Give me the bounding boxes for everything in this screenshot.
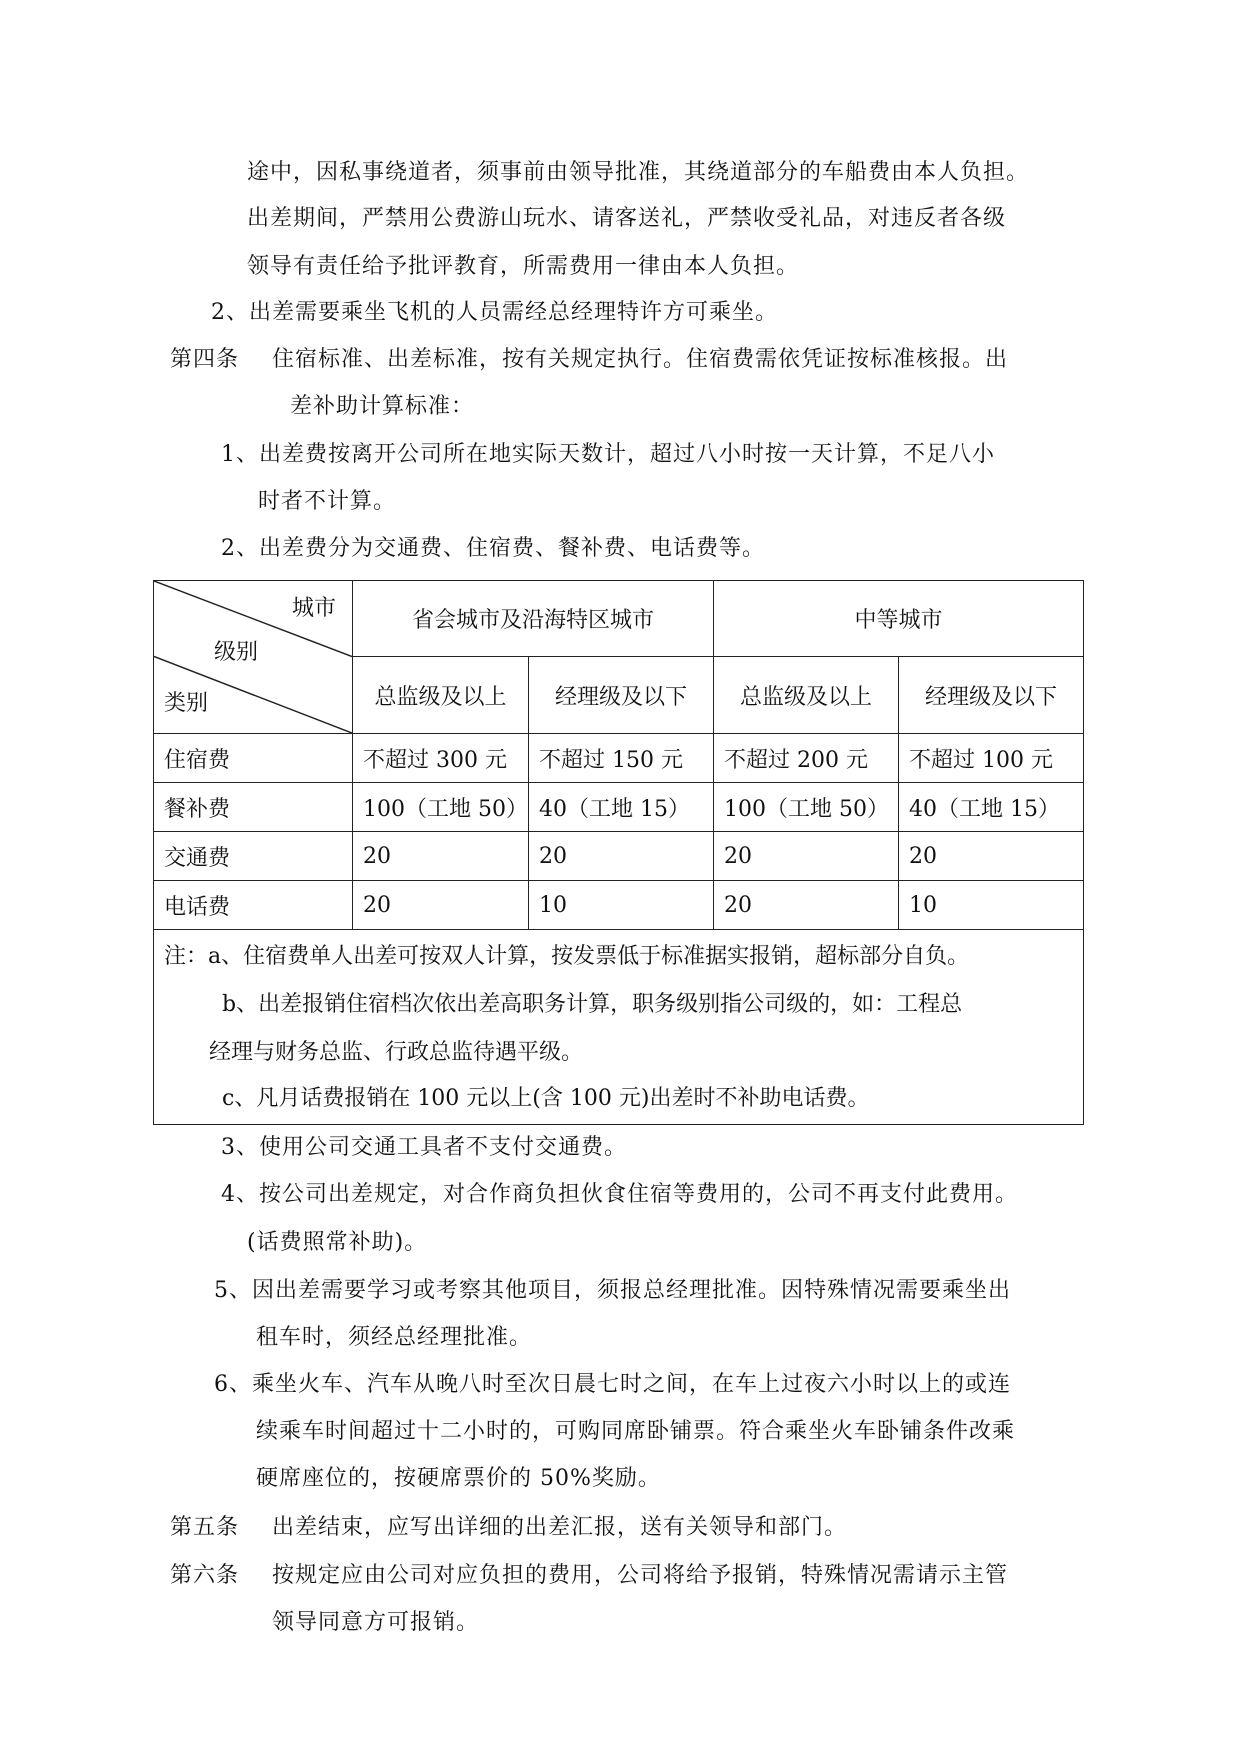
text-line: 2、出差费分为交通费、住宿费、餐补费、电话费等。	[221, 536, 765, 561]
level-header: 经理级及以下	[529, 657, 714, 734]
text-line: 出差期间，严禁用公费游山玩水、请客送礼，严禁收受礼品，对违反者各级	[247, 206, 1007, 231]
row-label: 住宿费	[154, 734, 353, 783]
level-header: 经理级及以下	[899, 657, 1084, 734]
city-group-header: 省会城市及沿海特区城市	[353, 581, 714, 657]
table-cell: 20	[529, 832, 714, 881]
text-line: 差补助计算标准：	[290, 394, 475, 419]
table-cell: 不超过 100 元	[899, 734, 1084, 783]
level-header: 总监级及以上	[353, 657, 529, 734]
article-6-label: 第六条	[170, 1563, 240, 1588]
text-line: 按规定应由公司对应负担的费用，公司将给予报销，特殊情况需请示主管	[272, 1563, 1009, 1588]
article-5-label: 第五条	[170, 1515, 240, 1540]
table-cell: 40（工地 15）	[899, 783, 1084, 832]
table-cell: 10	[899, 881, 1084, 930]
row-label: 电话费	[154, 881, 353, 930]
corner-type-label: 类别	[164, 691, 209, 716]
level-header: 总监级及以上	[714, 657, 899, 734]
note-b: b、出差报销住宿档次依出差高职务计算，职务级别指公司级的，如：工程总	[222, 992, 963, 1017]
table-notes	[154, 930, 1084, 1125]
table-corner-header	[154, 581, 353, 734]
table-cell: 不超过 200 元	[714, 734, 899, 783]
table-cell: 20	[899, 832, 1084, 881]
table-cell: 40（工地 15）	[529, 783, 714, 832]
text-line: (话费照常补助)。	[247, 1230, 428, 1255]
table-cell: 不超过 300 元	[353, 734, 529, 783]
text-line: 住宿标准、出差标准，按有关规定执行。住宿费需依凭证按标准核报。出	[272, 347, 1009, 372]
table-cell: 100（工地 50）	[353, 783, 529, 832]
row-label: 餐补费	[154, 783, 353, 832]
table-cell: 20	[714, 881, 899, 930]
text-line: 2、出差需要乘坐飞机的人员需经总经理特许方可乘坐。	[211, 300, 778, 325]
text-line: 途中，因私事绕道者，须事前由领导批准，其绕道部分的车船费由本人负担。	[247, 160, 1030, 185]
text-line: 领导有责任给予批评教育，所需费用一律由本人负担。	[247, 254, 800, 279]
text-line: 3、使用公司交通工具者不支付交通费。	[221, 1135, 627, 1160]
text-line: 4、按公司出差规定，对合作商负担伙食住宿等费用的，公司不再支付此费用。	[221, 1182, 1018, 1207]
text-line: 1、出差费按离开公司所在地实际天数计，超过八小时按一天计算，不足八小	[221, 442, 995, 467]
text-line: 续乘车时间超过十二小时的，可购同席卧铺票。符合乘坐火车卧铺条件改乘	[256, 1419, 1016, 1444]
table-row	[154, 734, 1084, 783]
corner-city-label: 城市	[292, 596, 337, 621]
text-line: 5、因出差需要学习或考察其他项目，须报总经理批准。因特殊情况需要乘坐出	[214, 1278, 1011, 1303]
note-b-continued: 经理与财务总监、行政总监待遇平级。	[209, 1040, 584, 1065]
text-line: 硬席座位的，按硬席票价的 50%奖励。	[256, 1466, 661, 1491]
table-cell: 20	[714, 832, 899, 881]
table-cell: 20	[353, 832, 529, 881]
table-row	[154, 783, 1084, 832]
text-line: 租车时，须经总经理批准。	[256, 1325, 533, 1350]
table-cell: 10	[529, 881, 714, 930]
table-row	[154, 832, 1084, 881]
table-cell: 20	[353, 881, 529, 930]
table-cell: 100（工地 50）	[714, 783, 899, 832]
text-line: 6、乘坐火车、汽车从晚八时至次日晨七时之间，在车上过夜六小时以上的或连	[214, 1372, 1011, 1397]
table-row	[154, 881, 1084, 930]
text-line: 领导同意方可报销。	[272, 1610, 480, 1635]
text-line: 出差结束，应写出详细的出差汇报，送有关领导和部门。	[272, 1515, 848, 1540]
note-c: c、凡月话费报销在 100 元以上(含 100 元)出差时不补助电话费。	[222, 1086, 870, 1111]
table-cell: 不超过 150 元	[529, 734, 714, 783]
note-a: 注：a、住宿费单人出差可按双人计算，按发票低于标准据实报销，超标部分自负。	[164, 944, 970, 969]
fee-standard-table	[153, 580, 1084, 1125]
corner-level-label: 级别	[214, 640, 259, 665]
article-4-label: 第四条	[170, 347, 240, 372]
row-label: 交通费	[154, 832, 353, 881]
city-group-header: 中等城市	[714, 581, 1084, 657]
text-line: 时者不计算。	[258, 489, 397, 514]
